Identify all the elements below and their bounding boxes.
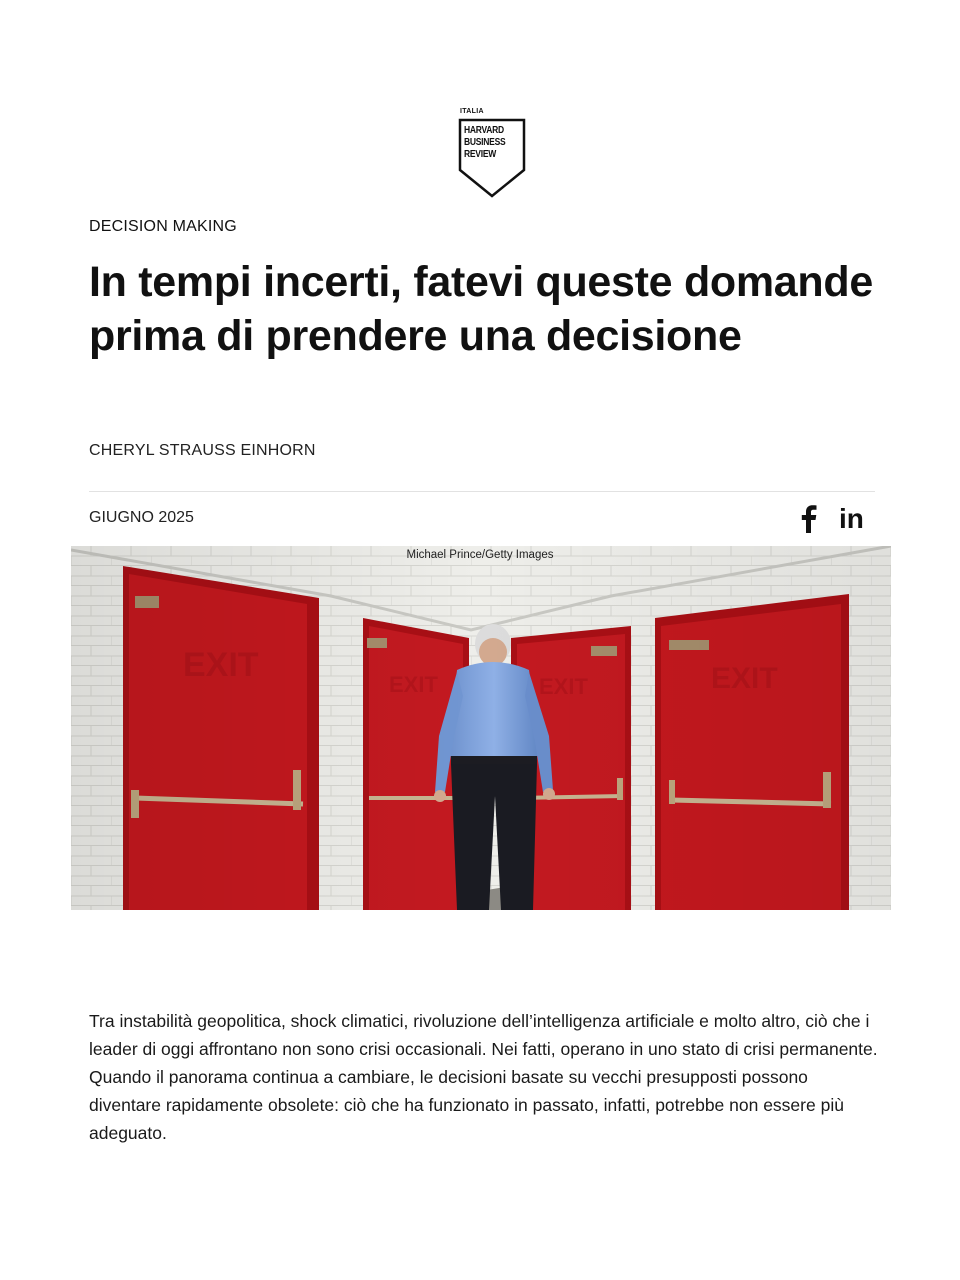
image-credit: Michael Prince/Getty Images [406,549,554,561]
svg-text:in: in [839,503,864,533]
hero-image [71,546,891,910]
article-author[interactable]: CHERYL STRAUSS EINHORN [89,442,316,459]
linkedin-icon [838,503,868,533]
article-date: GIUGNO 2025 [89,509,194,526]
share-facebook-button[interactable] [796,503,822,533]
hbr-logo[interactable] [458,108,530,200]
logo-wordmark: HARVARD BUSINESS REVIEW [464,125,506,160]
share-linkedin-button[interactable] [838,503,868,533]
edition-label: ITALIA [460,108,484,115]
article-title: In tempi incerti, fatevi queste domande prima di prendere una decisione [89,258,873,360]
article-category[interactable]: DECISION MAKING [89,218,237,235]
facebook-icon [796,503,822,533]
article-body: Tra instabilità geopolitica, shock climatici, rivoluzione dell’intelligenza artificiale e molto altro, ciò che i leader di oggi affrontano non sono crisi occasionali. Nei fatti, operano in uno stato di crisi permanente. Quando il panorama continua a cambiare, le decisioni basate su vecchi presupposti possono diventare rapidamente obsolete: ciò che ha funzionato in passato, infatti, potrebbe non essere più adeguato. [89,1011,878,1143]
divider [89,491,875,492]
